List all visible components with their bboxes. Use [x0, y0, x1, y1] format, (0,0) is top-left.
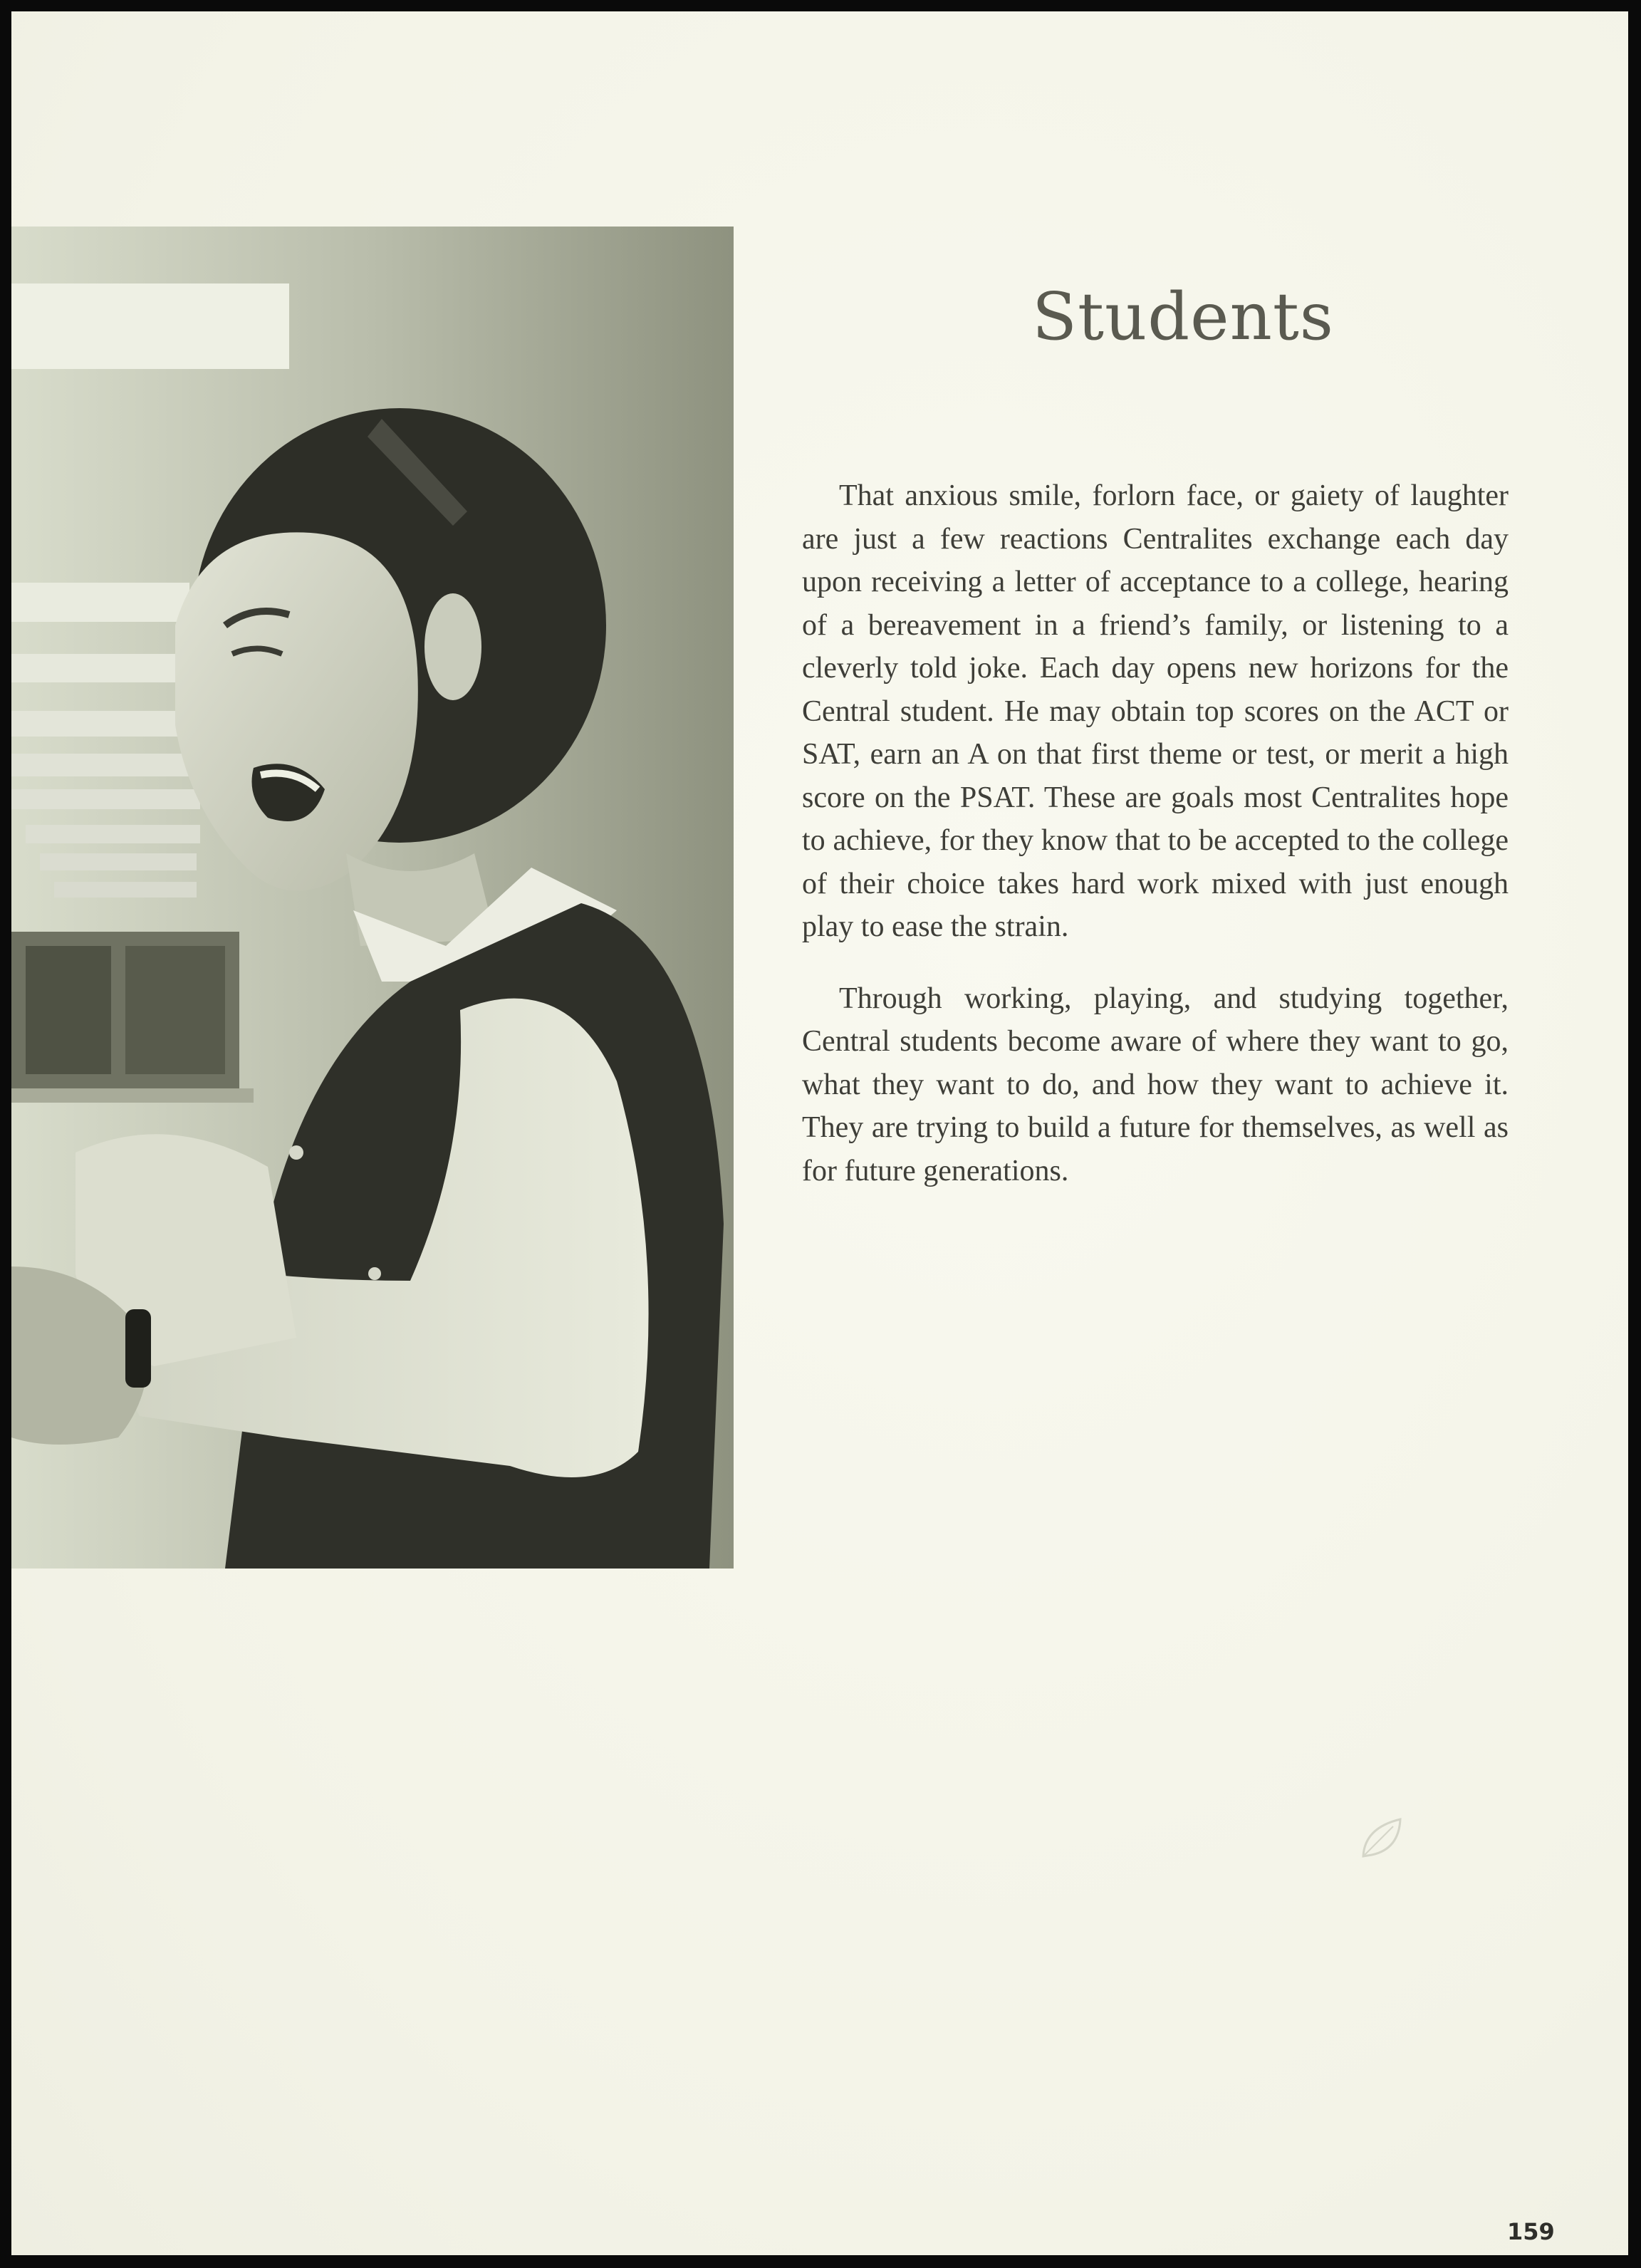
page-number: 159	[1507, 2218, 1555, 2245]
leaf-watermark-icon	[1358, 1814, 1407, 1863]
student-photo	[11, 227, 734, 1569]
student-photo-illustration	[11, 227, 734, 1569]
yearbook-page	[11, 11, 1628, 2255]
article-paragraph: That anxious smile, forlorn face, or gaiety of laughter are just a few reactions Centralites exchange each day upon receiving a letter of acceptance to a college, hearing of a bereavement in a friend’s family, or listening to a cleverly told joke. Each day opens new horizons for the Central student. He may obtain top scores on the ACT or SAT, earn an A on that first theme or test, or merit a high score on the PSAT. These are goals most Centralites hope to achieve, for they know that to be accepted to the college of their choice takes hard work mixed with just enough play to ease the strain.	[802, 479, 1509, 943]
article-paragraph: Through working, playing, and studying together, Central students become aware of where they want to go, what they want to do, and how they want to achieve it. They are trying to build a future for themselves, as well as for future generations.	[802, 982, 1509, 1187]
article-body	[802, 474, 1509, 1221]
page-title: Students	[1031, 279, 1335, 355]
